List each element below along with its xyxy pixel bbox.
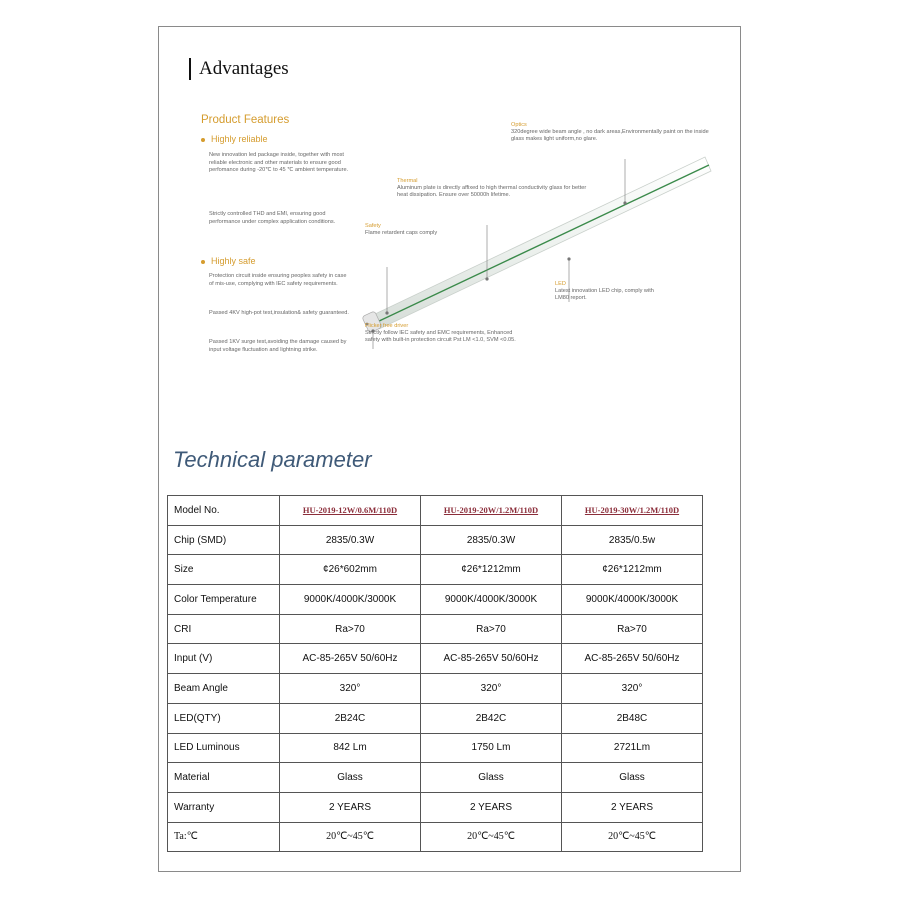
row-label: LED Luminous bbox=[168, 733, 280, 763]
table-cell: 9000K/4000K/3000K bbox=[421, 585, 562, 615]
table-cell: AC-85-265V 50/60Hz bbox=[562, 644, 703, 674]
table-row bbox=[168, 644, 703, 674]
row-label: CRI bbox=[168, 614, 280, 644]
row-label: Warranty bbox=[168, 792, 280, 822]
model-number-cell: HU-2019-12W/0.6M/110D bbox=[280, 496, 421, 526]
table-cell: 320° bbox=[421, 674, 562, 704]
table-row bbox=[168, 733, 703, 763]
table-cell: Ra>70 bbox=[280, 614, 421, 644]
table-row bbox=[168, 496, 703, 526]
table-cell: AC-85-265V 50/60Hz bbox=[421, 644, 562, 674]
table-cell: Ra>70 bbox=[562, 614, 703, 644]
leader-dot-icon bbox=[623, 201, 626, 204]
advantages-title: Advantages bbox=[189, 58, 289, 80]
callout-safety bbox=[365, 223, 455, 237]
feature-paragraph: Protection circuit inside ensuring peoples safety in case of mis-use, complying with IEC safety requirements. bbox=[209, 273, 347, 287]
row-label: Model No. bbox=[168, 496, 280, 526]
feature-heading-safe bbox=[201, 256, 256, 266]
leader-dot-icon bbox=[385, 311, 388, 314]
table-cell: 2 YEARS bbox=[421, 792, 562, 822]
leader-dot-icon bbox=[567, 257, 570, 260]
table-cell: Glass bbox=[562, 763, 703, 793]
feature-paragraph: Strictly controlled THD and EMI, ensuring good performance under complex application conditions. bbox=[209, 211, 336, 225]
table-cell: 2 YEARS bbox=[280, 792, 421, 822]
table-cell: AC-85-265V 50/60Hz bbox=[280, 644, 421, 674]
callout-text: Flame retardent caps comply bbox=[365, 229, 438, 236]
table-cell: 320° bbox=[280, 674, 421, 704]
table-cell: 2835/0.3W bbox=[280, 525, 421, 555]
table-row bbox=[168, 822, 703, 852]
table-cell: Glass bbox=[421, 763, 562, 793]
table-cell: 2721Lm bbox=[562, 733, 703, 763]
table-row bbox=[168, 763, 703, 793]
table-cell: 2835/0.5w bbox=[562, 525, 703, 555]
callout-text: Strictly follow IEC safety and EMC requirements, Enhanced safety with built-in protection circuit Pst LM <1.0, SVM <0.05. bbox=[365, 329, 516, 343]
row-label: LED(QTY) bbox=[168, 703, 280, 733]
technical-parameter-title: Technical parameter bbox=[173, 447, 372, 472]
bullet-dot-icon bbox=[201, 138, 205, 142]
table-cell: 20℃~45℃ bbox=[280, 822, 421, 852]
table-cell: 9000K/4000K/3000K bbox=[562, 585, 703, 615]
table-cell: 2B42C bbox=[421, 703, 562, 733]
feature-heading-label: Highly safe bbox=[211, 256, 256, 266]
feature-paragraph: Passed 4KV high-pot test,insulation& safety guaranteed. bbox=[209, 310, 349, 316]
table-cell: 20℃~45℃ bbox=[562, 822, 703, 852]
table-cell: 842 Lm bbox=[280, 733, 421, 763]
table-cell: Glass bbox=[280, 763, 421, 793]
callout-driver bbox=[365, 323, 525, 343]
callout-optics bbox=[511, 122, 711, 142]
row-label: Beam Angle bbox=[168, 674, 280, 704]
callout-text: Latest innovation LED chip, comply with LM80 report. bbox=[555, 287, 654, 301]
table-cell: ¢26*1212mm bbox=[421, 555, 562, 585]
spec-sheet-page bbox=[158, 26, 741, 872]
feature-paragraph: Passed 1KV surge test,avoiding the damage caused by input voltage fluctuation and lightning strike. bbox=[209, 339, 347, 353]
callout-title: LED bbox=[555, 281, 566, 287]
feature-heading-reliable bbox=[201, 134, 268, 144]
table-row bbox=[168, 703, 703, 733]
row-label: Ta:℃ bbox=[168, 822, 280, 852]
row-label: Color Temperature bbox=[168, 585, 280, 615]
technical-parameter-table bbox=[167, 495, 703, 852]
callout-title: Thermal bbox=[397, 178, 418, 184]
leader-dot-icon bbox=[485, 277, 488, 280]
row-label: Chip (SMD) bbox=[168, 525, 280, 555]
table-cell: 20℃~45℃ bbox=[421, 822, 562, 852]
callout-title: Flicker free driver bbox=[365, 323, 409, 329]
callout-text: Aluminum plate is directly affixed to high thermal conductivity glass for better heat dissipation. Ensure over 50000h lifetime. bbox=[397, 184, 587, 198]
callout-title: Safety bbox=[365, 223, 381, 229]
callout-led bbox=[555, 281, 665, 301]
model-number-cell: HU-2019-30W/1.2M/110D bbox=[562, 496, 703, 526]
feature-heading-label: Highly reliable bbox=[211, 134, 268, 144]
row-label: Input (V) bbox=[168, 644, 280, 674]
table-cell: 2835/0.3W bbox=[421, 525, 562, 555]
feature-paragraph: New innovation led package inside, together with most reliable electronic and other materials to ensure good perfomance during -20℃ to 45 ℃ ambient temperature. bbox=[209, 152, 349, 174]
table-row bbox=[168, 555, 703, 585]
product-features-title: Product Features bbox=[201, 114, 290, 126]
table-row bbox=[168, 525, 703, 555]
row-label: Material bbox=[168, 763, 280, 793]
callout-text: 320degree wide beam angle , no dark areas,Environmentally paint on the inside glass makes light uniform,no glare. bbox=[511, 128, 709, 142]
model-number-cell: HU-2019-20W/1.2M/110D bbox=[421, 496, 562, 526]
callout-title: Optics bbox=[511, 122, 527, 128]
table-row bbox=[168, 585, 703, 615]
led-tube-illustration bbox=[359, 117, 719, 417]
table-cell: ¢26*1212mm bbox=[562, 555, 703, 585]
table-cell: 2 YEARS bbox=[562, 792, 703, 822]
table-cell: Ra>70 bbox=[421, 614, 562, 644]
table-cell: 2B48C bbox=[562, 703, 703, 733]
table-cell: 2B24C bbox=[280, 703, 421, 733]
table-cell: 1750 Lm bbox=[421, 733, 562, 763]
callout-thermal bbox=[397, 178, 597, 198]
table-row bbox=[168, 792, 703, 822]
table-cell: 320° bbox=[562, 674, 703, 704]
table-cell: ¢26*602mm bbox=[280, 555, 421, 585]
table-row bbox=[168, 614, 703, 644]
bullet-dot-icon bbox=[201, 260, 205, 264]
row-label: Size bbox=[168, 555, 280, 585]
table-cell: 9000K/4000K/3000K bbox=[280, 585, 421, 615]
table-row bbox=[168, 674, 703, 704]
